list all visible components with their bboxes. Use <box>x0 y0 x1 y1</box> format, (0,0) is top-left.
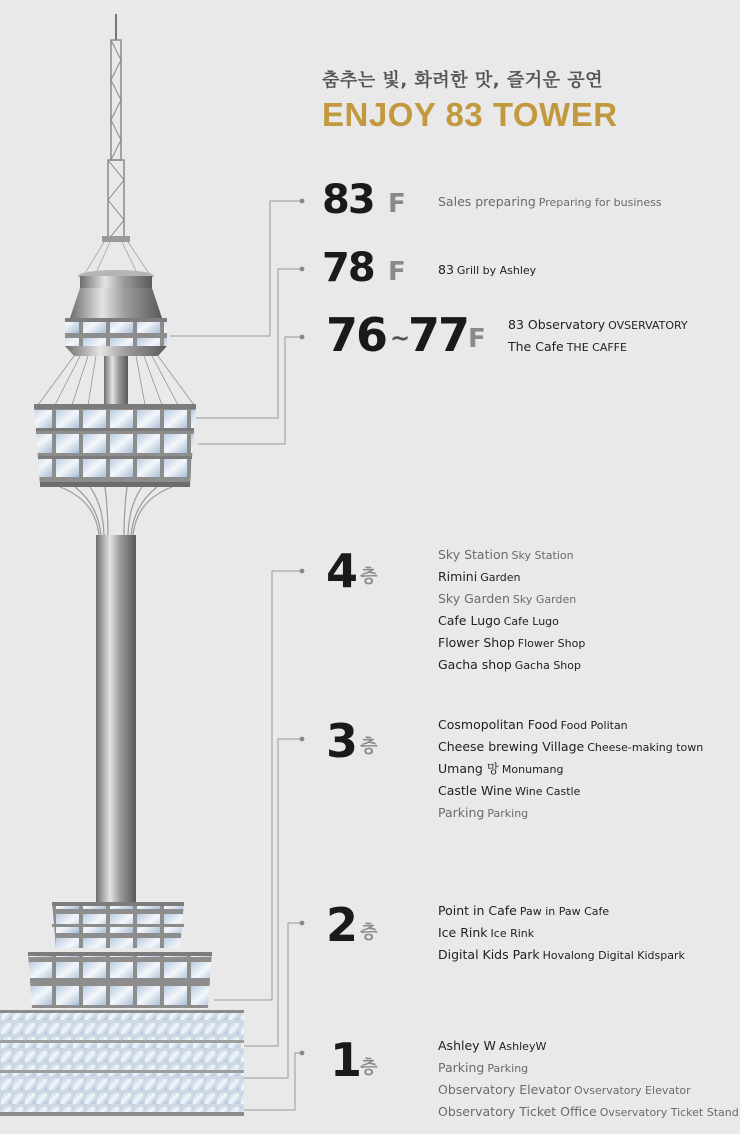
floor-number: 1 <box>330 1033 363 1087</box>
floor-unit: F <box>468 324 486 354</box>
floor-number: 2 <box>326 898 359 952</box>
floor-number: 83 <box>322 177 374 223</box>
floor-unit: 층 <box>360 922 378 943</box>
floor-number: 76 <box>326 308 387 362</box>
list-item: 83 Observatory OVSERVATORY <box>508 317 688 332</box>
floor-number: 4 <box>326 544 359 598</box>
list-item: Sales preparing Preparing for business <box>438 194 662 209</box>
list-item: Ice Rink Ice Rink <box>438 925 535 940</box>
floor-unit: 층 <box>360 1057 378 1078</box>
list-item: Umang 망 Monumang <box>438 761 564 776</box>
list-item: Gacha shop Gacha Shop <box>438 657 581 672</box>
list-item: The Cafe THE CAFFE <box>508 339 627 354</box>
floor-number: 78 <box>322 245 374 291</box>
header-subtitle: 춤추는 빛, 화려한 맛, 즐거운 공연 <box>322 70 604 91</box>
list-item: Observatory Ticket Office Ovservatory Ticket Stand <box>438 1104 739 1119</box>
list-item: Sky Garden Sky Garden <box>438 591 577 606</box>
list-item: Point in Cafe Paw in Paw Cafe <box>438 903 610 918</box>
list-item: Parking Parking <box>438 1060 529 1075</box>
list-item: Digital Kids Park Hovalong Digital Kidspark <box>438 947 685 962</box>
floor-tilde: ~ <box>390 324 411 352</box>
header-title: ENJOY 83 TOWER <box>322 96 618 133</box>
list-item: 83 Grill by Ashley <box>438 262 537 277</box>
list-item: Sky Station Sky Station <box>438 547 574 562</box>
list-item: Rimini Garden <box>438 569 521 584</box>
floor-number-2: 77 <box>408 308 469 362</box>
list-item: Castle Wine Wine Castle <box>438 783 581 798</box>
list-item: Parking Parking <box>438 805 529 820</box>
floor-unit: 층 <box>360 736 378 757</box>
floor-unit: F <box>388 257 406 287</box>
list-item: Observatory Elevator Ovservatory Elevator <box>438 1082 691 1097</box>
list-item: Ashley W AshleyW <box>438 1038 547 1053</box>
list-item: Cafe Lugo Cafe Lugo <box>438 613 559 628</box>
floor-unit: F <box>388 189 406 219</box>
list-item: Cosmopolitan Food Food Politan <box>438 717 628 732</box>
list-item: Flower Shop Flower Shop <box>438 635 586 650</box>
list-item: Cheese brewing Village Cheese-making town <box>438 739 704 754</box>
floor-unit: 층 <box>360 566 378 587</box>
floor-number: 3 <box>326 714 359 768</box>
header <box>322 66 618 134</box>
